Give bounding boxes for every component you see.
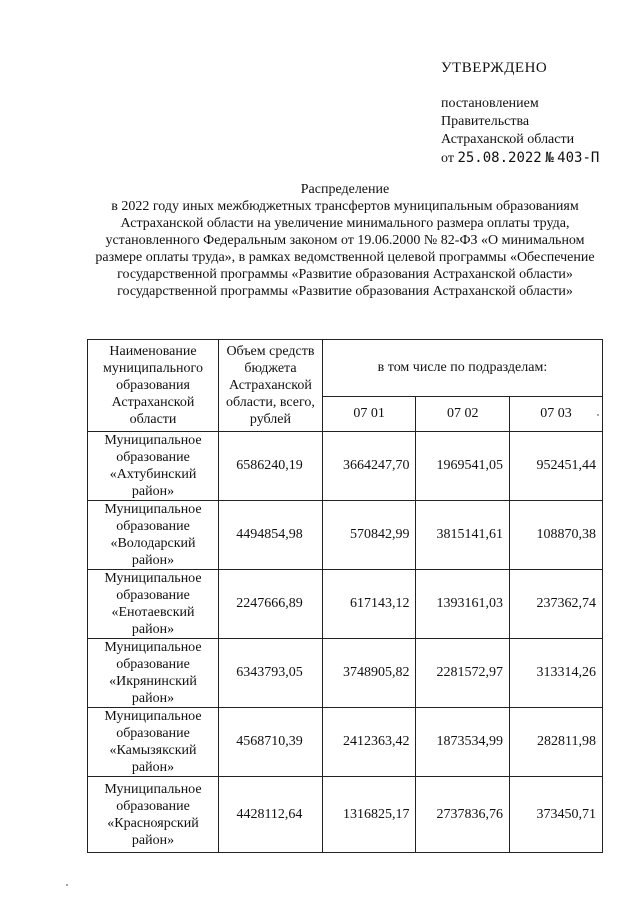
table-header-row	[88, 340, 603, 397]
row-0703: 282811,98	[510, 708, 603, 777]
row-0702: 1393161,03	[416, 570, 510, 639]
date-prefix: от	[441, 151, 454, 166]
row-name: Муниципальное образование «Енотаевский район»	[88, 570, 219, 639]
approval-date-line	[441, 149, 631, 168]
row-0702: 1969541,05	[416, 432, 510, 501]
table-row	[88, 432, 603, 501]
row-0701: 3664247,70	[322, 432, 416, 501]
row-0702: 3815141,61	[416, 501, 510, 570]
approval-date: 25.08.2022	[457, 150, 542, 166]
distribution-table	[87, 339, 603, 853]
row-0702: 2281572,97	[416, 639, 510, 708]
row-name: Муниципальное образование «Красноярский район»	[88, 777, 219, 853]
table-row	[88, 777, 603, 853]
row-total: 6586240,19	[219, 432, 323, 501]
row-total: 4428112,64	[219, 777, 323, 853]
scan-speck	[66, 884, 68, 886]
row-total: 4494854,98	[219, 501, 323, 570]
row-name: Муниципальное образование «Икрянинский район»	[88, 639, 219, 708]
approval-block	[441, 60, 631, 168]
approval-line-2: Правительства	[441, 114, 530, 129]
row-0701: 570842,99	[322, 501, 416, 570]
row-total: 6343793,05	[219, 639, 323, 708]
row-total: 4568710,39	[219, 708, 323, 777]
header-0701: 07 01	[322, 397, 416, 432]
row-name: Муниципальное образование «Камызякский район»	[88, 708, 219, 777]
header-0703: 07 03	[510, 397, 603, 432]
table-row	[88, 639, 603, 708]
document-heading	[88, 181, 602, 300]
heading-title: Распределение	[300, 182, 390, 197]
row-0703: 108870,38	[510, 501, 603, 570]
row-0703: 952451,44	[510, 432, 603, 501]
header-group: в том числе по подразделам:	[322, 340, 602, 397]
header-total: Объем средств бюджета Астраханской области, всего, рублей	[219, 340, 323, 432]
table-row	[88, 708, 603, 777]
table-row	[88, 501, 603, 570]
row-0701: 2412363,42	[322, 708, 416, 777]
header-name: Наименование муниципального образования Астраханской области	[88, 340, 219, 432]
row-name: Муниципальное образование «Володарский район»	[88, 501, 219, 570]
number-sign: №	[545, 150, 554, 166]
approval-line-3: Астраханской области	[441, 132, 575, 147]
row-0701: 617143,12	[322, 570, 416, 639]
approval-title: УТВЕРЖДЕНО	[441, 60, 548, 76]
scan-speck	[597, 414, 599, 416]
row-total: 2247666,89	[219, 570, 323, 639]
approval-number: 403-П	[557, 150, 600, 166]
header-0702: 07 02	[416, 397, 510, 432]
row-0702: 1873534,99	[416, 708, 510, 777]
approval-line-1: постановлением	[441, 96, 539, 111]
row-0703: 237362,74	[510, 570, 603, 639]
row-0702: 2737836,76	[416, 777, 510, 853]
row-0703: 313314,26	[510, 639, 603, 708]
table-row	[88, 570, 603, 639]
row-name: Муниципальное образование «Ахтубинский район»	[88, 432, 219, 501]
heading-body: в 2022 году иных межбюджетных трансфертов муниципальным образованиям Астраханской области на увеличение минимального размера оплаты труда, установленного Федеральным законом от 19.06.2000 № 82-ФЗ «О минимальном размере оплаты труда», в рамках ведомственной целевой программы «Обеспечение государственной программы «Развитие образования Астраханской области» государственной программы «Развитие образования Астраханской области»	[95, 199, 595, 299]
row-0701: 1316825,17	[322, 777, 416, 853]
row-0701: 3748905,82	[322, 639, 416, 708]
row-0703: 373450,71	[510, 777, 603, 853]
